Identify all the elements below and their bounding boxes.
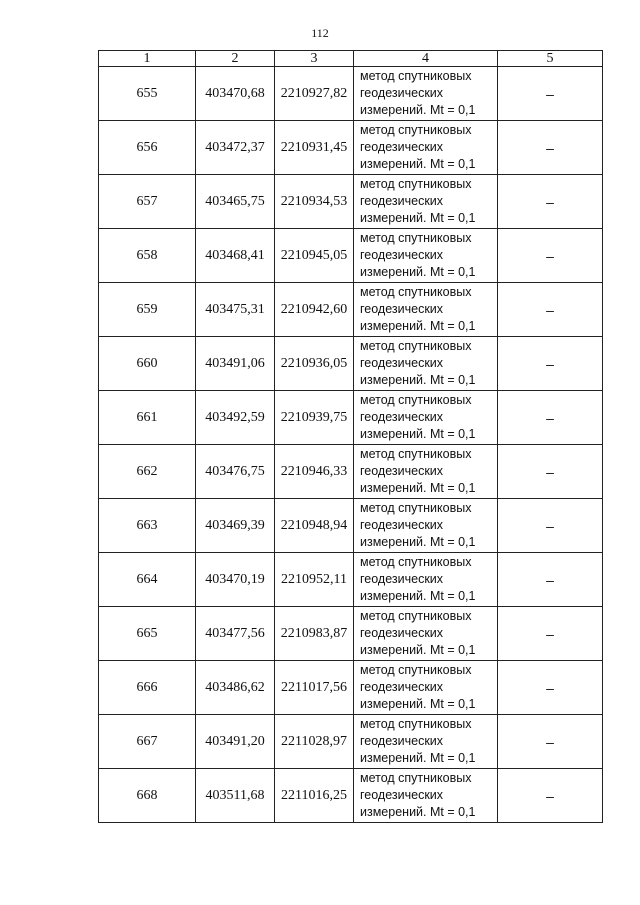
method-line: геодезических xyxy=(360,356,444,370)
y-coordinate-cell: 2210927,82 xyxy=(275,67,354,121)
method-line: метод спутниковых xyxy=(360,285,472,299)
method-cell xyxy=(354,283,498,337)
point-number-cell: 658 xyxy=(99,229,196,283)
method-line: измерений. Mt = 0,1 xyxy=(360,805,476,819)
table-row xyxy=(99,67,603,121)
note-cell: – xyxy=(498,337,603,391)
x-coordinate-cell: 403511,68 xyxy=(196,769,275,823)
method-cell xyxy=(354,553,498,607)
point-number-cell: 659 xyxy=(99,283,196,337)
method-cell xyxy=(354,121,498,175)
method-line: геодезических xyxy=(360,140,444,154)
y-coordinate-cell: 2211017,56 xyxy=(275,661,354,715)
x-coordinate-cell: 403468,41 xyxy=(196,229,275,283)
x-coordinate-cell: 403491,20 xyxy=(196,715,275,769)
method-line: измерений. Mt = 0,1 xyxy=(360,481,476,495)
note-cell: – xyxy=(498,499,603,553)
y-coordinate-cell: 2210931,45 xyxy=(275,121,354,175)
method-line: геодезических xyxy=(360,788,444,802)
method-line: геодезических xyxy=(360,518,444,532)
method-line: геодезических xyxy=(360,572,444,586)
method-line: геодезических xyxy=(360,248,444,262)
x-coordinate-cell: 403470,68 xyxy=(196,67,275,121)
method-line: метод спутниковых xyxy=(360,339,472,353)
x-coordinate-cell: 403472,37 xyxy=(196,121,275,175)
method-line: геодезических xyxy=(360,194,444,208)
method-cell xyxy=(354,67,498,121)
note-cell: – xyxy=(498,67,603,121)
x-coordinate-cell: 403475,31 xyxy=(196,283,275,337)
y-coordinate-cell: 2210934,53 xyxy=(275,175,354,229)
method-line: геодезических xyxy=(360,86,444,100)
table-row xyxy=(99,661,603,715)
y-coordinate-cell: 2210983,87 xyxy=(275,607,354,661)
table-row xyxy=(99,607,603,661)
note-cell: – xyxy=(498,445,603,499)
x-coordinate-cell: 403486,62 xyxy=(196,661,275,715)
table-row xyxy=(99,283,603,337)
column-header: 4 xyxy=(354,51,498,67)
method-line: геодезических xyxy=(360,302,444,316)
y-coordinate-cell: 2211028,97 xyxy=(275,715,354,769)
table-row xyxy=(99,769,603,823)
method-line: геодезических xyxy=(360,734,444,748)
note-cell: – xyxy=(498,607,603,661)
point-number-cell: 664 xyxy=(99,553,196,607)
column-header: 5 xyxy=(498,51,603,67)
point-number-cell: 656 xyxy=(99,121,196,175)
method-cell xyxy=(354,337,498,391)
table-header-row xyxy=(99,51,603,67)
table-row xyxy=(99,445,603,499)
note-cell: – xyxy=(498,283,603,337)
method-line: геодезических xyxy=(360,464,444,478)
point-number-cell: 655 xyxy=(99,67,196,121)
method-line: измерений. Mt = 0,1 xyxy=(360,319,476,333)
method-line: измерений. Mt = 0,1 xyxy=(360,211,476,225)
y-coordinate-cell: 2210942,60 xyxy=(275,283,354,337)
column-header: 2 xyxy=(196,51,275,67)
x-coordinate-cell: 403470,19 xyxy=(196,553,275,607)
note-cell: – xyxy=(498,175,603,229)
method-line: метод спутниковых xyxy=(360,447,472,461)
note-cell: – xyxy=(498,553,603,607)
point-number-cell: 666 xyxy=(99,661,196,715)
y-coordinate-cell: 2210939,75 xyxy=(275,391,354,445)
y-coordinate-cell: 2210945,05 xyxy=(275,229,354,283)
point-number-cell: 660 xyxy=(99,337,196,391)
note-cell: – xyxy=(498,391,603,445)
table-row xyxy=(99,391,603,445)
table-row xyxy=(99,715,603,769)
point-number-cell: 657 xyxy=(99,175,196,229)
method-line: геодезических xyxy=(360,410,444,424)
x-coordinate-cell: 403465,75 xyxy=(196,175,275,229)
table-row xyxy=(99,553,603,607)
table-row xyxy=(99,175,603,229)
method-line: метод спутниковых xyxy=(360,393,472,407)
column-header: 1 xyxy=(99,51,196,67)
point-number-cell: 663 xyxy=(99,499,196,553)
method-cell xyxy=(354,175,498,229)
method-line: метод спутниковых xyxy=(360,123,472,137)
y-coordinate-cell: 2210936,05 xyxy=(275,337,354,391)
note-cell: – xyxy=(498,121,603,175)
method-line: метод спутниковых xyxy=(360,717,472,731)
point-number-cell: 665 xyxy=(99,607,196,661)
method-line: метод спутниковых xyxy=(360,231,472,245)
y-coordinate-cell: 2210948,94 xyxy=(275,499,354,553)
method-line: метод спутниковых xyxy=(360,663,472,677)
page-number: 112 xyxy=(311,26,329,40)
method-line: геодезических xyxy=(360,626,444,640)
point-number-cell: 667 xyxy=(99,715,196,769)
method-line: измерений. Mt = 0,1 xyxy=(360,157,476,171)
y-coordinate-cell: 2211016,25 xyxy=(275,769,354,823)
method-cell xyxy=(354,661,498,715)
table-row xyxy=(99,121,603,175)
y-coordinate-cell: 2210952,11 xyxy=(275,553,354,607)
method-cell xyxy=(354,769,498,823)
note-cell: – xyxy=(498,229,603,283)
point-number-cell: 662 xyxy=(99,445,196,499)
x-coordinate-cell: 403477,56 xyxy=(196,607,275,661)
method-line: метод спутниковых xyxy=(360,69,472,83)
method-line: измерений. Mt = 0,1 xyxy=(360,103,476,117)
method-line: метод спутниковых xyxy=(360,555,472,569)
method-line: метод спутниковых xyxy=(360,501,472,515)
x-coordinate-cell: 403476,75 xyxy=(196,445,275,499)
note-cell: – xyxy=(498,715,603,769)
x-coordinate-cell: 403469,39 xyxy=(196,499,275,553)
x-coordinate-cell: 403491,06 xyxy=(196,337,275,391)
table-row xyxy=(99,499,603,553)
point-number-cell: 668 xyxy=(99,769,196,823)
note-cell: – xyxy=(498,661,603,715)
method-cell xyxy=(354,229,498,283)
note-cell: – xyxy=(498,769,603,823)
method-line: метод спутниковых xyxy=(360,609,472,623)
method-line: измерений. Mt = 0,1 xyxy=(360,751,476,765)
method-line: измерений. Mt = 0,1 xyxy=(360,265,476,279)
table-row xyxy=(99,229,603,283)
method-line: измерений. Mt = 0,1 xyxy=(360,643,476,657)
table-row xyxy=(99,337,603,391)
method-cell xyxy=(354,445,498,499)
method-cell xyxy=(354,607,498,661)
method-line: метод спутниковых xyxy=(360,177,472,191)
x-coordinate-cell: 403492,59 xyxy=(196,391,275,445)
column-header: 3 xyxy=(275,51,354,67)
coordinates-table xyxy=(98,50,603,823)
method-cell xyxy=(354,499,498,553)
y-coordinate-cell: 2210946,33 xyxy=(275,445,354,499)
method-line: измерений. Mt = 0,1 xyxy=(360,697,476,711)
method-line: измерений. Mt = 0,1 xyxy=(360,373,476,387)
method-line: измерений. Mt = 0,1 xyxy=(360,589,476,603)
method-line: измерений. Mt = 0,1 xyxy=(360,535,476,549)
method-cell xyxy=(354,715,498,769)
method-line: метод спутниковых xyxy=(360,771,472,785)
method-cell xyxy=(354,391,498,445)
method-line: геодезических xyxy=(360,680,444,694)
point-number-cell: 661 xyxy=(99,391,196,445)
method-line: измерений. Mt = 0,1 xyxy=(360,427,476,441)
